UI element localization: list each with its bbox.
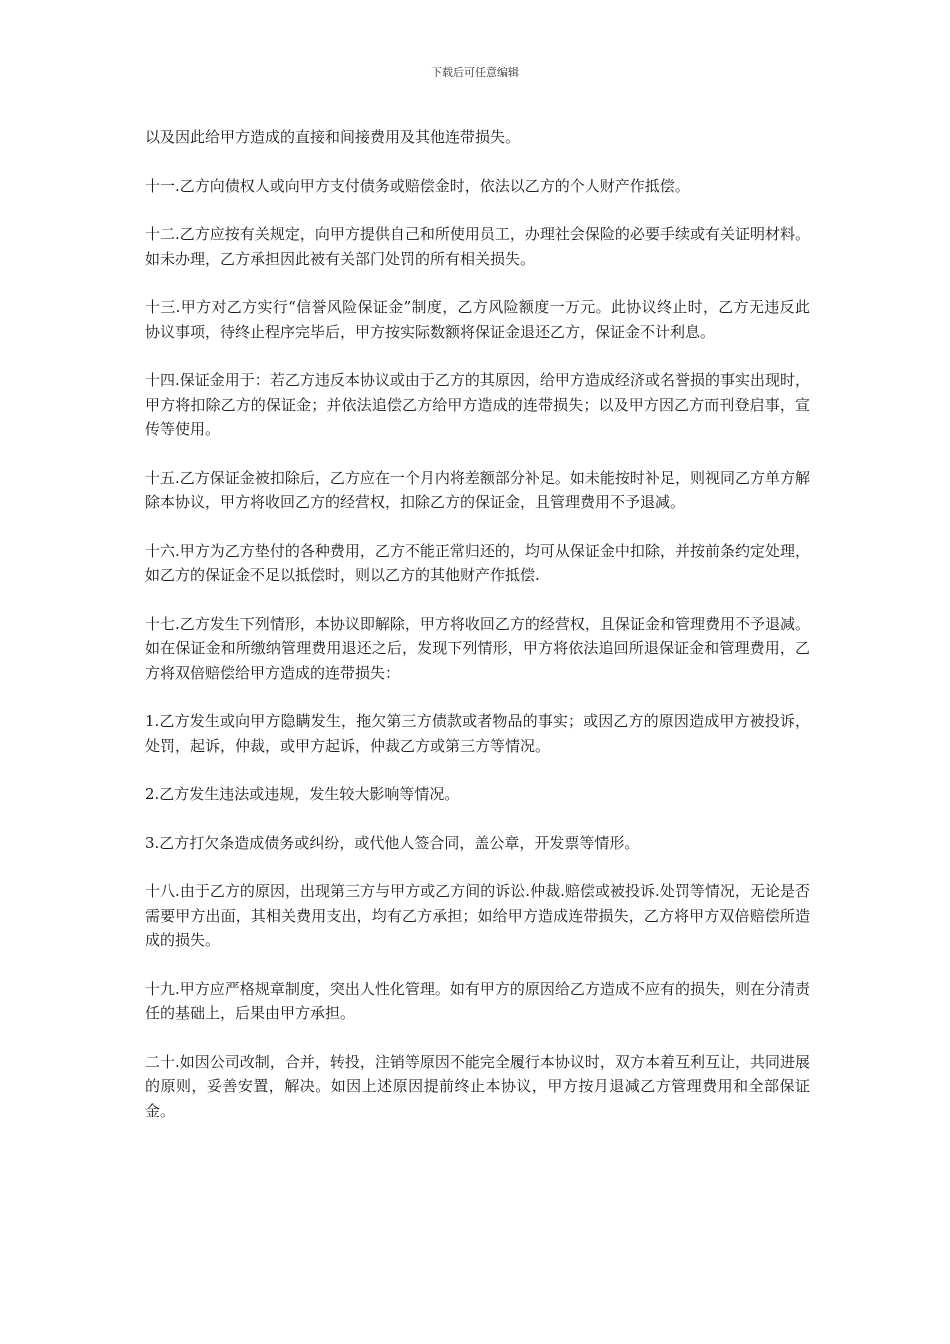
- clause-19: 十九.甲方应严格规章制度，突出人性化管理。如有甲方的原因给乙方造成不应有的损失，则在分清责任的基础上，后果由甲方承担。: [145, 979, 810, 1022]
- clause-15: 十五.乙方保证金被扣除后，乙方应在一个月内将差额部分补足。如未能按时补足，则视同乙方单方解除本协议，甲方将收回乙方的经营权，扣除乙方的保证金，且管理费用不予退减。: [145, 468, 810, 511]
- clause-17: 十七.乙方发生下列情形，本协议即解除，甲方将收回乙方的经营权，且保证金和管理费用不予退减。如在保证金和所缴纳管理费用退还之后，发现下列情形，甲方将依法追回所退保证金和管理费用，乙方将双倍赔偿给甲方造成的连带损失：: [145, 614, 810, 682]
- clause-11: 十一.乙方向债权人或向甲方支付债务或赔偿金时，依法以乙方的个人财产作抵偿。: [145, 176, 690, 195]
- clause-17-item-1: 1.乙方发生或向甲方隐瞒发生，拖欠第三方债款或者物品的事实；或因乙方的原因造成甲方被投诉，处罚，起诉，仲裁，或甲方起诉，仲裁乙方或第三方等情况。: [145, 712, 810, 755]
- document-body: [145, 125, 810, 1147]
- clause-16: 十六.甲方为乙方垫付的各种费用，乙方不能正常归还的，均可从保证金中扣除，并按前条约定处理，如乙方的保证金不足以抵偿时，则以乙方的其他财产作抵偿.: [145, 541, 810, 584]
- clause-12: 十二.乙方应按有关规定，向甲方提供自己和所使用员工，办理社会保险的必要手续或有关证明材料。如未办理，乙方承担因此被有关部门处罚的所有相关损失。: [145, 225, 810, 268]
- clause-13: 十三.甲方对乙方实行“信誉风险保证金”制度，乙方风险额度一万元。此协议终止时，乙方无违反此协议事项，待终止程序完毕后，甲方按实际数额将保证金退还乙方，保证金不计利息。: [145, 298, 810, 341]
- clause-18: 十八.由于乙方的原因，出现第三方与甲方或乙方间的诉讼.仲裁.赔偿或被投诉.处罚等情况，无论是否需要甲方出面，其相关费用支出，均有乙方承担；如给甲方造成连带损失，乙方将甲方双倍赔偿所造成的损失。: [145, 882, 810, 949]
- paragraph-continuation: 以及因此给甲方造成的直接和间接费用及其他连带损失。: [145, 128, 521, 146]
- clause-14: 十四.保证金用于：若乙方违反本协议或由于乙方的其原因，给甲方造成经济或名誉损的事实出现时，甲方将扣除乙方的保证金；并依法追偿乙方给甲方造成的连带损失；以及甲方因乙方而刊登启事，宣传等使用。: [145, 371, 810, 438]
- clause-20: 二十.如因公司改制，合并，转投，注销等原因不能完全履行本协议时，双方本着互利互让，共同进展的原则，妥善安置，解决。如因上述原因提前终止本协议，甲方按月退减乙方管理费用和全部保证金。: [145, 1052, 810, 1120]
- page-header: 下载后可任意编辑: [431, 66, 519, 79]
- clause-17-item-3: 3.乙方打欠条造成债务或纠纷，或代他人签合同，盖公章，开发票等情形。: [145, 833, 640, 852]
- clause-17-item-2: 2.乙方发生违法或违规，发生较大影响等情况。: [145, 785, 460, 803]
